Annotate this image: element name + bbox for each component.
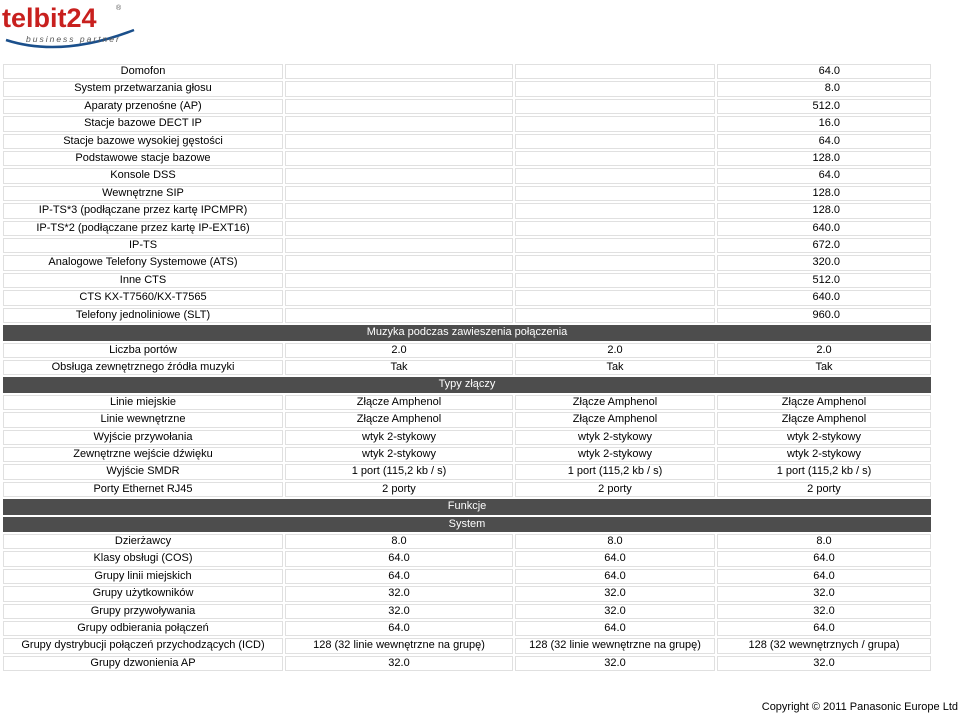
table-row <box>3 343 931 358</box>
row-label: Analogowe Telefony Systemowe (ATS) <box>3 255 283 270</box>
row-label: Konsole DSS <box>3 168 283 183</box>
table-row <box>3 534 931 549</box>
row-value: wtyk 2-stykowy <box>515 430 715 445</box>
row-value: wtyk 2-stykowy <box>285 447 513 462</box>
row-value: wtyk 2-stykowy <box>717 430 931 445</box>
table-row <box>3 255 931 270</box>
row-label: Aparaty przenośne (AP) <box>3 99 283 114</box>
empty-cell <box>515 99 715 114</box>
row-value: Tak <box>285 360 513 375</box>
row-value: 32.0 <box>717 586 931 601</box>
empty-cell <box>515 81 715 96</box>
footer-copyright: Copyright © 2011 Panasonic Europe Ltd <box>761 701 958 713</box>
empty-cell <box>515 290 715 305</box>
row-value: 8.0 <box>717 534 931 549</box>
row-label: Linie miejskie <box>3 395 283 410</box>
empty-cell <box>285 116 513 131</box>
row-label: Linie wewnętrzne <box>3 412 283 427</box>
row-value: 64.0 <box>515 551 715 566</box>
empty-cell <box>285 221 513 236</box>
row-label: Inne CTS <box>3 273 283 288</box>
row-value: 64.0 <box>285 569 513 584</box>
empty-cell <box>285 203 513 218</box>
row-value: wtyk 2-stykowy <box>515 447 715 462</box>
row-value: Złącze Amphenol <box>285 395 513 410</box>
empty-cell <box>515 64 715 79</box>
row-value: Złącze Amphenol <box>717 412 931 427</box>
section-header: Typy złączy <box>3 377 931 392</box>
row-value: wtyk 2-stykowy <box>717 447 931 462</box>
table-row <box>3 151 931 166</box>
empty-cell <box>515 203 715 218</box>
row-label: Obsługa zewnętrznego źródła muzyki <box>3 360 283 375</box>
row-value: Tak <box>717 360 931 375</box>
table-row <box>3 64 931 79</box>
empty-cell <box>515 308 715 323</box>
table-row <box>3 482 931 497</box>
telbit24-logo <box>2 0 142 52</box>
table-row <box>3 430 931 445</box>
table-row <box>3 586 931 601</box>
empty-cell <box>285 238 513 253</box>
row-value: 8.0 <box>285 534 513 549</box>
row-value: Tak <box>515 360 715 375</box>
table-row <box>3 134 931 149</box>
table-row <box>3 621 931 636</box>
row-label: IP-TS*2 (podłączane przez kartę IP-EXT16) <box>3 221 283 236</box>
empty-cell <box>515 273 715 288</box>
row-label: Stacje bazowe wysokiej gęstości <box>3 134 283 149</box>
table-row <box>3 81 931 96</box>
row-label: Porty Ethernet RJ45 <box>3 482 283 497</box>
empty-cell <box>285 168 513 183</box>
empty-cell <box>285 186 513 201</box>
row-label: Grupy użytkowników <box>3 586 283 601</box>
row-value: 2 porty <box>285 482 513 497</box>
row-value: 64.0 <box>717 551 931 566</box>
table-row <box>3 308 931 323</box>
row-value: 16.0 <box>717 116 931 131</box>
row-value: 128.0 <box>717 203 931 218</box>
empty-cell <box>285 64 513 79</box>
row-label: Domofon <box>3 64 283 79</box>
row-label: Stacje bazowe DECT IP <box>3 116 283 131</box>
row-label: IP-TS <box>3 238 283 253</box>
row-value: 960.0 <box>717 308 931 323</box>
row-value: Złącze Amphenol <box>515 412 715 427</box>
empty-cell <box>285 290 513 305</box>
row-label: Podstawowe stacje bazowe <box>3 151 283 166</box>
table-row <box>3 203 931 218</box>
section-music-on-hold <box>3 325 931 340</box>
row-label: Dzierżawcy <box>3 534 283 549</box>
row-value: 128 (32 linie wewnętrzne na grupę) <box>515 638 715 653</box>
table-row <box>3 290 931 305</box>
row-value: 1 port (115,2 kb / s) <box>515 464 715 479</box>
table-row <box>3 604 931 619</box>
row-value: Złącze Amphenol <box>285 412 513 427</box>
row-label: Telefony jednoliniowe (SLT) <box>3 308 283 323</box>
row-value: 64.0 <box>515 621 715 636</box>
row-value: Złącze Amphenol <box>515 395 715 410</box>
row-value: 64.0 <box>515 569 715 584</box>
empty-cell <box>285 134 513 149</box>
row-value: 1 port (115,2 kb / s) <box>717 464 931 479</box>
row-value: 64.0 <box>717 168 931 183</box>
row-label: Grupy dystrybucji połączeń przychodzących (ICD) <box>3 638 283 653</box>
table-row <box>3 168 931 183</box>
row-label: System przetwarzania głosu <box>3 81 283 96</box>
row-value: 640.0 <box>717 290 931 305</box>
row-value: 1 port (115,2 kb / s) <box>285 464 513 479</box>
row-value: 64.0 <box>717 64 931 79</box>
row-value: 2 porty <box>717 482 931 497</box>
row-value: 64.0 <box>717 621 931 636</box>
spec-table <box>1 62 933 673</box>
row-value: 64.0 <box>285 551 513 566</box>
empty-cell <box>285 308 513 323</box>
row-label: Grupy linii miejskich <box>3 569 283 584</box>
row-value: 128 (32 linie wewnętrzne na grupę) <box>285 638 513 653</box>
row-value: 64.0 <box>285 621 513 636</box>
empty-cell <box>285 151 513 166</box>
empty-cell <box>515 134 715 149</box>
row-value: 128.0 <box>717 186 931 201</box>
row-label: IP-TS*3 (podłączane przez kartę IPCMPR) <box>3 203 283 218</box>
row-value: Złącze Amphenol <box>717 395 931 410</box>
empty-cell <box>515 168 715 183</box>
svg-text:business partner: business partner <box>26 34 121 44</box>
row-value: 512.0 <box>717 99 931 114</box>
row-value: 32.0 <box>717 656 931 671</box>
row-value: wtyk 2-stykowy <box>285 430 513 445</box>
section-connector-types <box>3 377 931 392</box>
row-value: 8.0 <box>717 81 931 96</box>
row-label: Klasy obsługi (COS) <box>3 551 283 566</box>
svg-text:telbit24: telbit24 <box>2 3 97 33</box>
empty-cell <box>285 273 513 288</box>
table-row <box>3 412 931 427</box>
empty-cell <box>285 99 513 114</box>
svg-text:®: ® <box>116 5 122 12</box>
table-row <box>3 638 931 653</box>
section-header: System <box>3 517 931 532</box>
row-value: 32.0 <box>285 586 513 601</box>
row-value: 2.0 <box>717 343 931 358</box>
row-value: 640.0 <box>717 221 931 236</box>
row-value: 2.0 <box>515 343 715 358</box>
empty-cell <box>285 81 513 96</box>
row-value: 32.0 <box>285 604 513 619</box>
empty-cell <box>515 221 715 236</box>
row-value: 320.0 <box>717 255 931 270</box>
table-row <box>3 238 931 253</box>
empty-cell <box>515 186 715 201</box>
row-label: CTS KX-T7560/KX-T7565 <box>3 290 283 305</box>
empty-cell <box>515 151 715 166</box>
empty-cell <box>515 238 715 253</box>
table-row <box>3 186 931 201</box>
row-value: 128.0 <box>717 151 931 166</box>
row-value: 32.0 <box>515 586 715 601</box>
empty-cell <box>515 116 715 131</box>
row-label: Grupy odbierania połączeń <box>3 621 283 636</box>
table-row <box>3 99 931 114</box>
table-row <box>3 447 931 462</box>
row-value: 128 (32 wewnętrznych / grupa) <box>717 638 931 653</box>
row-value: 32.0 <box>285 656 513 671</box>
row-value: 32.0 <box>717 604 931 619</box>
row-label: Wewnętrzne SIP <box>3 186 283 201</box>
row-label: Grupy przywoływania <box>3 604 283 619</box>
row-value: 64.0 <box>717 134 931 149</box>
row-label: Wyjście SMDR <box>3 464 283 479</box>
row-value: 2 porty <box>515 482 715 497</box>
row-value: 672.0 <box>717 238 931 253</box>
empty-cell <box>515 255 715 270</box>
table-row <box>3 395 931 410</box>
row-label: Liczba portów <box>3 343 283 358</box>
section-header: Funkcje <box>3 499 931 514</box>
table-row <box>3 360 931 375</box>
table-row <box>3 273 931 288</box>
table-row <box>3 464 931 479</box>
empty-cell <box>285 255 513 270</box>
table-row <box>3 116 931 131</box>
row-label: Zewnętrzne wejście dźwięku <box>3 447 283 462</box>
row-value: 2.0 <box>285 343 513 358</box>
row-value: 32.0 <box>515 656 715 671</box>
table-row <box>3 221 931 236</box>
table-row <box>3 569 931 584</box>
row-value: 8.0 <box>515 534 715 549</box>
table-row <box>3 656 931 671</box>
row-value: 32.0 <box>515 604 715 619</box>
section-system <box>3 517 931 532</box>
row-label: Wyjście przywołania <box>3 430 283 445</box>
section-functions <box>3 499 931 514</box>
section-header: Muzyka podczas zawieszenia połączenia <box>3 325 931 340</box>
row-value: 64.0 <box>717 569 931 584</box>
row-label: Grupy dzwonienia AP <box>3 656 283 671</box>
row-value: 512.0 <box>717 273 931 288</box>
table-row <box>3 551 931 566</box>
